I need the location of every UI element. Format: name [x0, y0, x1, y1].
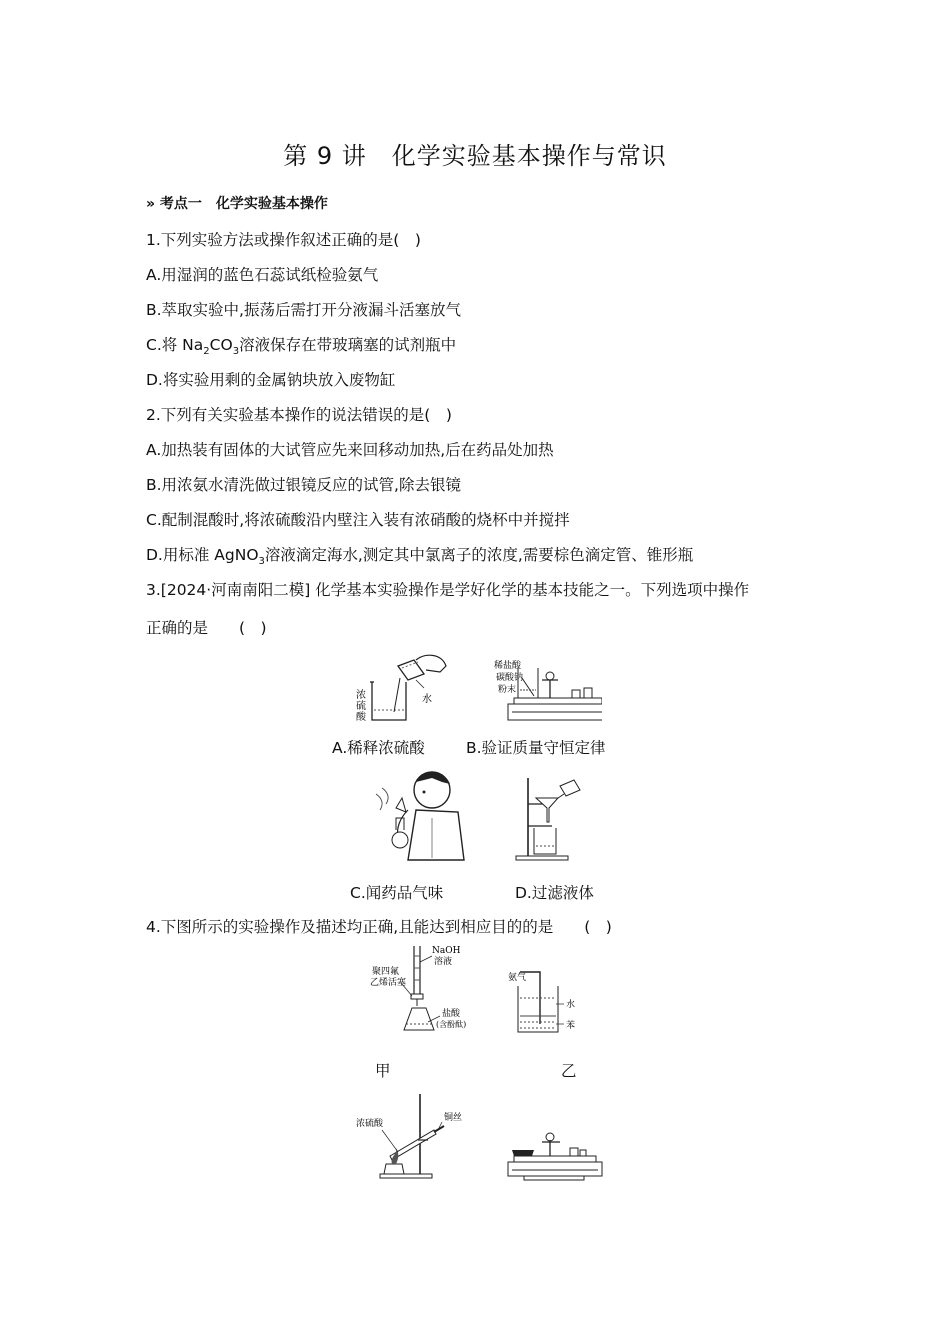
figure-label: 稀盐酸 — [494, 661, 522, 671]
caption-b: B.验证质量守恒定律 — [466, 739, 606, 757]
figure-label: 水 — [422, 694, 432, 705]
figure-label: 氨气 — [508, 973, 527, 983]
figure-label: 粉末 — [498, 685, 517, 695]
figure-bing-copper-acid — [354, 1092, 470, 1182]
figure-label: 碳酸钠 — [496, 673, 524, 683]
caption-d: D.过滤液体 — [515, 884, 594, 902]
section-label: 考点一 化学实验基本操作 — [159, 196, 328, 212]
q1-option-b: B.萃取实验中,振荡后需打开分液漏斗活塞放气 — [146, 301, 461, 319]
figure-label: 酸 — [356, 712, 366, 723]
figure-label: NaOH — [432, 946, 461, 956]
q4-stem: 4.下图所示的实验操作及描述均正确,且能达到相应目的的是 ( ) — [146, 918, 612, 936]
figure-label: 硫 — [356, 701, 366, 712]
q1-option-c: C.将 $Na_2CO_3$溶液保存在带玻璃塞的试剂瓶中 — [146, 336, 457, 358]
page-title: 第 9 讲 化学实验基本操作与常识 — [283, 142, 667, 170]
figure-label: 溶液 — [434, 957, 453, 967]
figure-label: (含酚酞) — [436, 1020, 467, 1029]
section-heading — [146, 193, 328, 215]
q2-stem: 2.下列有关实验基本操作的说法错误的是( ) — [146, 406, 452, 424]
figure-smell-reagent — [372, 768, 468, 864]
figure-label: 盐酸 — [442, 1009, 461, 1019]
figure-label: 苯 — [566, 1021, 576, 1031]
figure-label: 乙烯活塞 — [370, 978, 407, 988]
figure-dilute-acid — [352, 652, 452, 726]
figure-label: 聚四氟 — [372, 967, 400, 977]
figure-label: 浓硫酸 — [356, 1119, 384, 1129]
q2-option-a: A.加热装有固体的大试管应先来回移动加热,后在药品处加热 — [146, 441, 554, 459]
section-marker-icon: » — [146, 196, 156, 212]
figure-label: 水 — [566, 1000, 576, 1010]
figure-jia-titration — [370, 944, 482, 1036]
q2-option-c: C.配制混酸时,将浓硫酸沿内壁注入装有浓硝酸的烧杯中并搅拌 — [146, 511, 570, 529]
caption-c: C.闻药品气味 — [350, 884, 444, 902]
q3-stem-line2: 正确的是 ( ) — [146, 619, 267, 637]
q2-option-d: D.用标准 AgNO$_3$溶液滴定海水,测定其中氯离子的浓度,需要棕色滴定管、锥形瓶 — [146, 546, 694, 568]
figure-label: 铜丝 — [444, 1113, 463, 1123]
caption-jia: 甲 — [375, 1062, 391, 1080]
caption-a: A.稀释浓硫酸 — [332, 739, 425, 757]
q2-option-b: B.用浓氨水清洗做过银镜反应的试管,除去银镜 — [146, 476, 461, 494]
figure-yi-ammonia — [506, 966, 586, 1038]
q1-option-d: D.将实验用剩的金属钠块放入废物缸 — [146, 371, 396, 389]
q1-stem: 1.下列实验方法或操作叙述正确的是( ) — [146, 231, 421, 249]
figure-filtration — [512, 776, 582, 862]
q3-stem-line1: 3.[2024·河南南阳二模] 化学基本实验操作是学好化学的基本技能之一。下列选项中操作 — [146, 581, 750, 599]
caption-yi: 乙 — [561, 1062, 577, 1080]
figure-ding-balance — [504, 1130, 604, 1184]
q1-option-a: A.用湿润的蓝色石蕊试纸检验氨气 — [146, 266, 379, 284]
figure-label: 浓 — [356, 690, 366, 701]
figure-mass-conservation — [492, 658, 602, 726]
